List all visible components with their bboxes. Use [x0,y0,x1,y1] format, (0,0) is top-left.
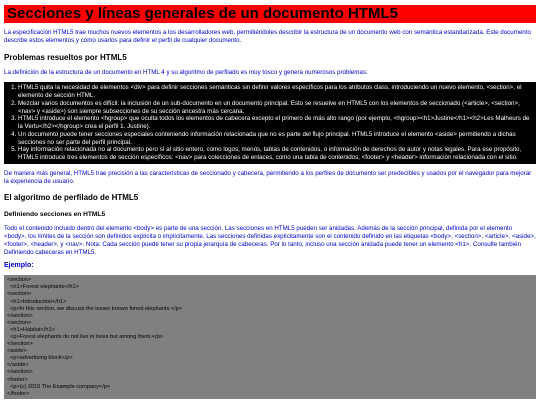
problems-closing: De manera más general, HTML5 trae precisión a las características de seccionado y cabecera, permitiendo a los perfiles de documento ser predecibles y usados por el navegador para mejorar la experiencia de usuario. [4,169,532,185]
code-example: <section> <h1>Forest elephants</h1> <section> <h1>Introduction</h1> <p>In this section, we discuss the lesser known forest elephants.</p> </section> <section> <h1>Habitat</h1> <p>Forest elephants do not live in trees but among them.</p> </section> <aside> <p>advertising block</p> </aside> </section> <footer> <p>(c) 2010 The Example company</p> </footer> [4,275,536,399]
example-label: Ejemplo: [4,262,34,270]
list-item: 5. Hay información relacionada no al documento pero sí al sitio entero, como logos, menús, tablas de contenidos, o información de derechos de autor y notas legales. Para ese propósito, HTML5 introduce tres elementos de sección específicos: <nav> para colecciones de enlaces, como una tabla de contenidos, <footer> y <header> información relacionada con el sitio. [18,146,532,162]
list-item: 1. HTML5 quita la necesidad de elementos <div> para definir secciones semánticas sin definir valores específicos para los atributos class, introduciendo un nuevo elemento, <section>, el elemento de sección HTML. [18,84,532,100]
algorithm-text: Todo el contenido incluido dentro del elemento <body> es parte de una sección. Las secciones en HTML5 pueden ser anidadas. Además de la sección principal, definida por el elemento <body>, los límites de la sección son definidos explícita o implícitamente. Las secciones definidas explícitamente son el contenido definido en las etiquetas <body>, <section>, <article>, <aside>, <footer>, <header>, y <nav>. Nota: Cada sección puede tener su propia jerarquía de cabeceras. Por lo tanto, incluso una sección anidada puede tener un elemento <h1>. Consulte también Definiendo cabeceras en HTML5. [4,225,536,256]
sections-subheading: Definiendo secciones en HTML5 [4,211,106,219]
list-item: 2. Mezclar varios documentos es difícil: la inclusión de un sub-documento en un documento principal. Esto se resuelve en HTML5 con los elementos de seccionado (<article>, <section>, <nav> y <aside>) son siempre subsecciones de su sección ancestra más cercana. [18,100,532,116]
problems-lead: La definición de la estructura de un documento en HTML 4 y su algoritmo de perfilado es muy tosco y genera numerosos problemas: [4,68,368,76]
problems-list [4,82,536,164]
list-item: 3. HTML5 introduce el elemento <hgroup> que oculta todos los elementos de cabecera excepto el primero de más alto rango (por ejemplo, <hgroup><h1>Justine</h1><h2>Les Malheurs de la Vertu</h2></hgroup> crea el perfil 1. Justine). [18,115,532,131]
list-item: 4. Un documento puede tener secciones especiales conteniendo información relacionada que no es parte del flujo principal. HTML5 introduce el elemento <aside> permitiendo a dichas secciones no ser parte del perfil principal. [18,131,532,147]
intro-paragraph: La especificación HTML5 trae muchos nuevos elementos a los desarrolladores web, permitiéndoles describir la estructura de un documento web con semántica estandarizada. Este documento describe estos elementos y cómo usarlos para definir el perfil de cualquier documento. [4,29,531,44]
page-title: Secciones y líneas generales de un documento HTML5 [4,5,536,23]
problems-heading: Problemas resueltos por HTML5 [4,52,127,62]
algorithm-heading: El algoritmo de perfilado de HTML5 [4,193,139,203]
